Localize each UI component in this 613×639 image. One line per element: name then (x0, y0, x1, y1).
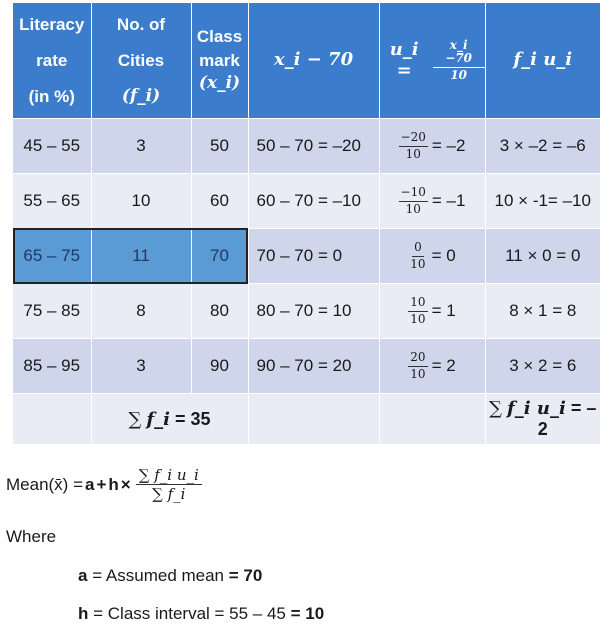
step-deviation-cell: $\frac{20}{10}$ = 2 (379, 339, 485, 394)
step-deviation-cell: $\frac{-10}{10}$ = –1 (379, 174, 485, 229)
deviation-cell: 80 – 70 = 10 (248, 284, 379, 339)
product-cell: 11 × 0 = 0 (485, 229, 600, 284)
product-cell: 10 × -1= –10 (485, 174, 600, 229)
product-cell: 3 × –2 = –6 (485, 119, 600, 174)
table-row (13, 339, 600, 394)
range-cell: 85 – 95 (13, 339, 91, 394)
frequency-cell: 8 (91, 284, 191, 339)
step-deviation-cell: $\frac{-20}{10}$ = –2 (379, 119, 485, 174)
table-row (13, 119, 600, 174)
table-header-row (13, 3, 600, 119)
assumed-mean-line: a = Assumed mean = 70 (78, 566, 263, 585)
table-row (13, 174, 600, 229)
product-cell: 8 × 1 = 8 (485, 284, 600, 339)
frequency-cell: 11 (91, 229, 191, 284)
deviation-cell: 50 – 70 = –20 (248, 119, 379, 174)
class-mark-cell: 50 (191, 119, 248, 174)
class-mark-cell: 70 (191, 229, 248, 284)
range-cell: 45 – 55 (13, 119, 91, 174)
frequency-cell: 10 (91, 174, 191, 229)
range-cell: 65 – 75 (13, 229, 91, 284)
table-row-highlighted (13, 229, 600, 284)
frequency-table (13, 3, 600, 444)
deviation-cell: 60 – 70 = –10 (248, 174, 379, 229)
class-mark-cell: 80 (191, 284, 248, 339)
header-class-mark: Class mark (x_i) (191, 3, 248, 119)
header-number-of-cities: No. of Cities (f_i) (91, 3, 191, 119)
header-deviation: x_i − 70 (248, 3, 379, 119)
class-mark-cell: 60 (191, 174, 248, 229)
mean-formula: Mean(x̄) = a + h × $\frac{\text{∑ f\_i u\_i}}{\sum f\_i}$ (6, 466, 202, 503)
deviation-cell: 70 – 70 = 0 (248, 229, 379, 284)
frequency-cell: 3 (91, 339, 191, 394)
product-cell: 3 × 2 = 6 (485, 339, 600, 394)
header-literacy-rate: Literacy rate (in %) (13, 3, 91, 119)
step-deviation-cell: $\frac{10}{10}$ = 1 (379, 284, 485, 339)
step-deviation-cell: $\frac{0}{10}$ = 0 (379, 229, 485, 284)
deviation-cell: 90 – 70 = 20 (248, 339, 379, 394)
frequency-cell: 3 (91, 119, 191, 174)
table-row (13, 284, 600, 339)
mean-fraction: $\frac{\text{∑ f\_i u\_i}}{\sum f\_i}$ (136, 466, 202, 503)
sum-product: ∑ f_i u_i = –2 (485, 394, 600, 445)
header-f-times-u: f_i u_i (485, 3, 600, 119)
where-label: Where (6, 527, 57, 546)
sum-row (13, 394, 600, 445)
sum-frequency: ∑ f_i = 35 (91, 394, 248, 445)
header-step-deviation: u_i = $\frac{x\_i -70}{10}$ (379, 3, 485, 119)
range-cell: 75 – 85 (13, 284, 91, 339)
class-interval-line: h = Class interval = 55 – 45 = 10 (78, 604, 325, 623)
class-mark-cell: 90 (191, 339, 248, 394)
range-cell: 55 – 65 (13, 174, 91, 229)
